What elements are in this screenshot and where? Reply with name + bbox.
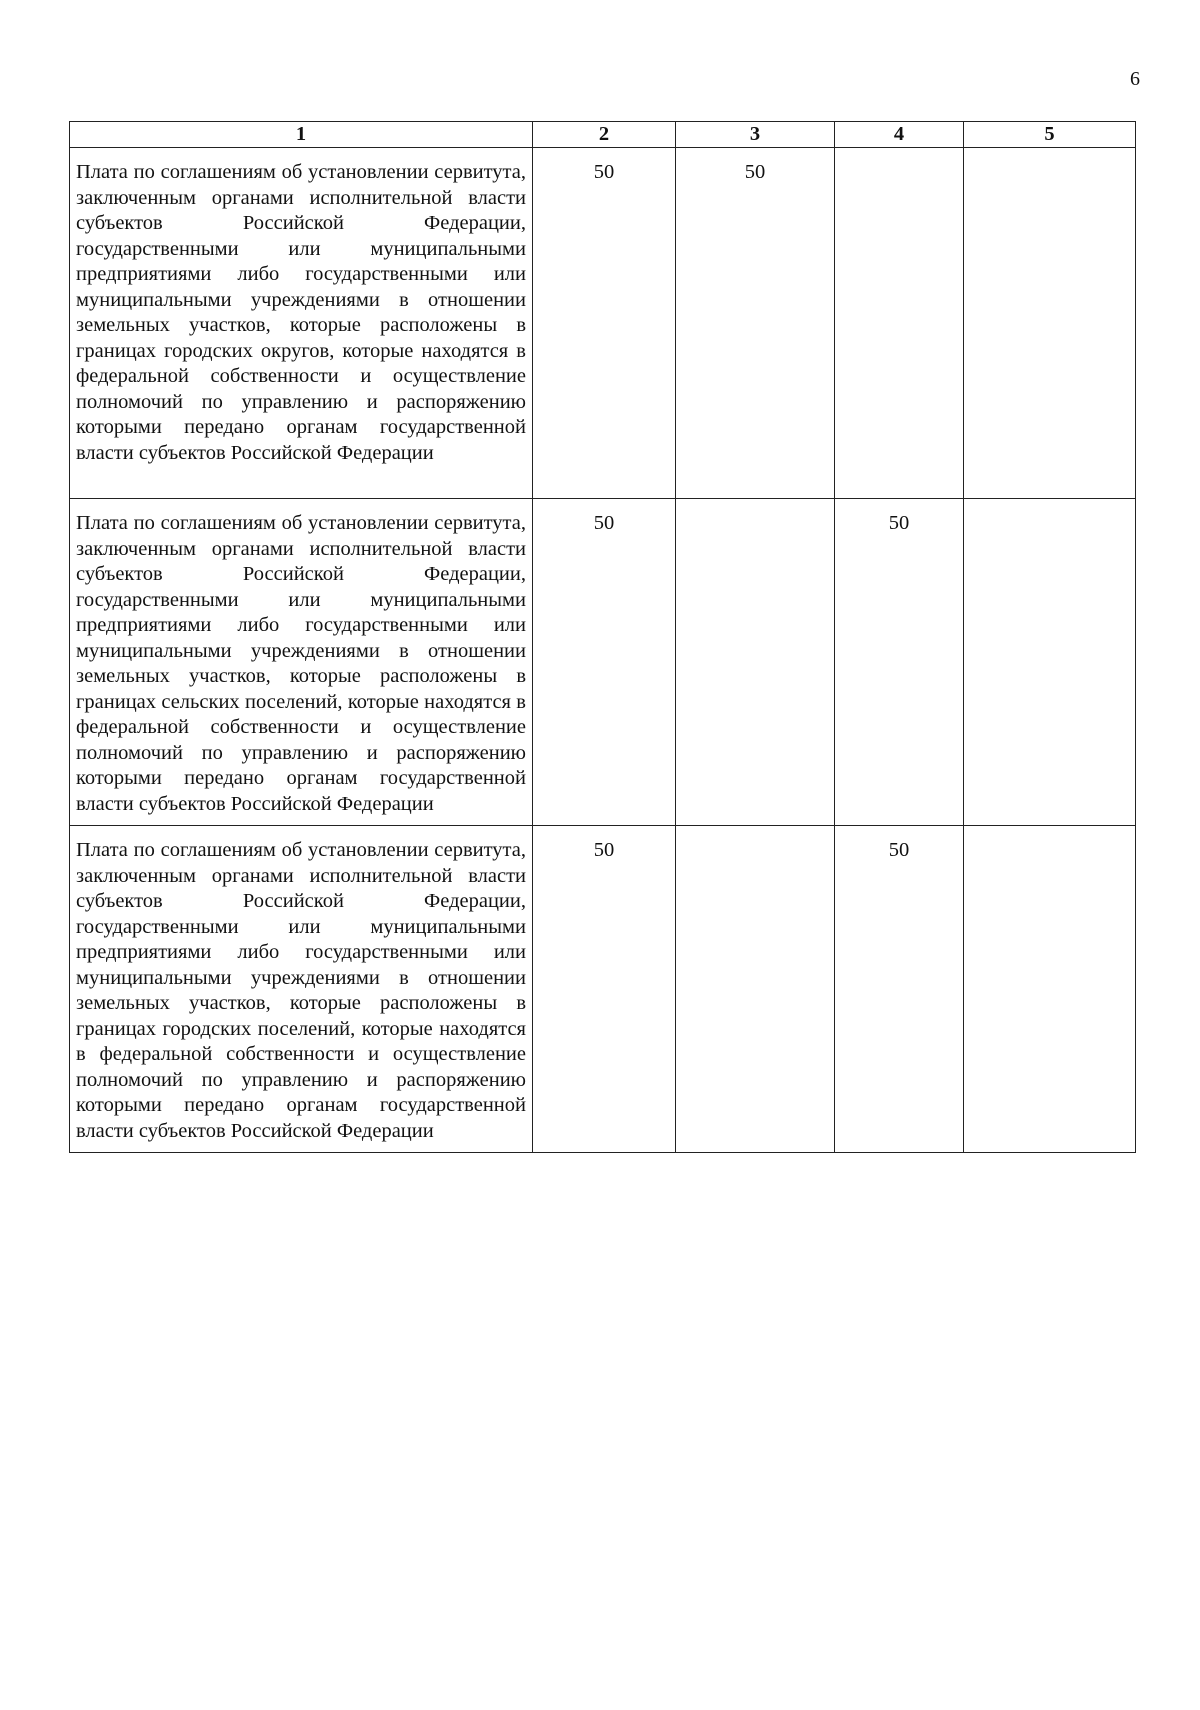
revenue-description-cell: Плата по соглашениям об установлении сервитута, заключенным органами исполнительной власти субъектов Российской Федерации, государственными или муниципальными предприятиями либо государственными или муниципальными учреждениями в отношении земельных участков, которые расположены в границах городских округов, которые находятся в федеральной собственности и осуществление полномочий по управлению и распоряжению которыми передано органам государственной власти субъектов Российской Федерации: [70, 148, 533, 499]
value-cell-col3: 50: [676, 148, 835, 499]
value-cell-col2: 50: [533, 148, 676, 499]
table-row: [70, 826, 1136, 1153]
page-number: 6: [1130, 68, 1140, 90]
column-header-5: 5: [964, 122, 1136, 148]
value-cell-col4: 50: [835, 499, 964, 826]
revenue-distribution-table: [69, 121, 1136, 1153]
value-cell-col5: [964, 499, 1136, 826]
table-header-row: [70, 122, 1136, 148]
value-cell-col4: 50: [835, 826, 964, 1153]
column-header-3: 3: [676, 122, 835, 148]
table-row: [70, 499, 1136, 826]
value-cell-col4: [835, 148, 964, 499]
value-cell-col5: [964, 148, 1136, 499]
value-cell-col3: [676, 826, 835, 1153]
column-header-1: 1: [70, 122, 533, 148]
column-header-2: 2: [533, 122, 676, 148]
value-cell-col2: 50: [533, 826, 676, 1153]
column-header-4: 4: [835, 122, 964, 148]
value-cell-col3: [676, 499, 835, 826]
value-cell-col2: 50: [533, 499, 676, 826]
table-row: [70, 148, 1136, 499]
value-cell-col5: [964, 826, 1136, 1153]
revenue-description-cell: Плата по соглашениям об установлении сервитута, заключенным органами исполнительной власти субъектов Российской Федерации, государственными или муниципальными предприятиями либо государственными или муниципальными учреждениями в отношении земельных участков, которые расположены в границах городских поселений, которые находятся в федеральной собственности и осуществление полномочий по управлению и распоряжению которыми передано органам государственной власти субъектов Российской Федерации: [70, 826, 533, 1153]
revenue-description-cell: Плата по соглашениям об установлении сервитута, заключенным органами исполнительной власти субъектов Российской Федерации, государственными или муниципальными предприятиями либо государственными или муниципальными учреждениями в отношении земельных участков, которые расположены в границах сельских поселений, которые находятся в федеральной собственности и осуществление полномочий по управлению и распоряжению которыми передано органам государственной власти субъектов Российской Федерации: [70, 499, 533, 826]
